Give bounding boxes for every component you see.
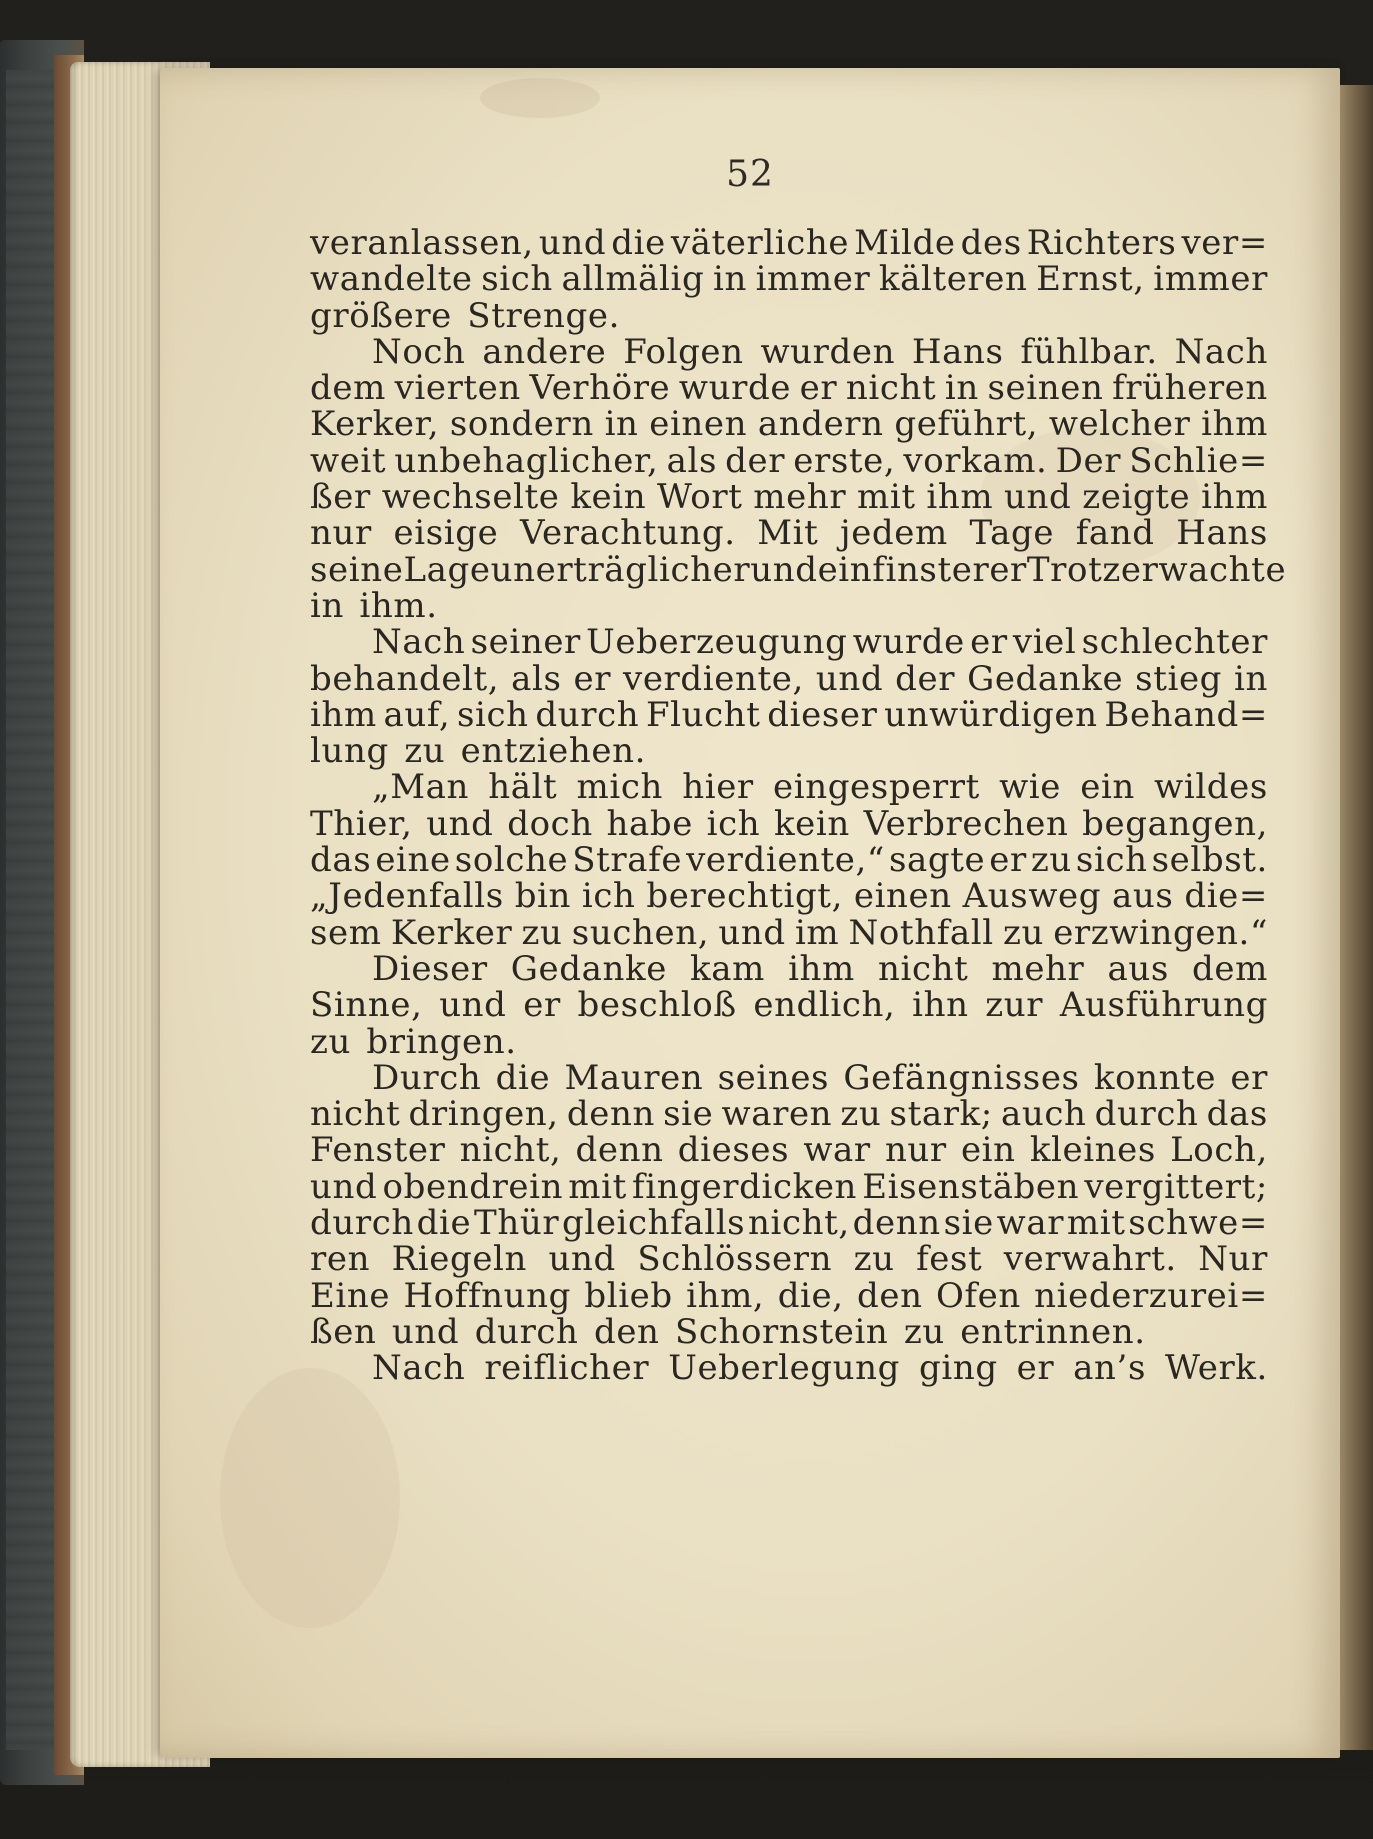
- text-line: ßen und durch den Schornstein zu entrinnen.: [310, 1311, 1146, 1352]
- text-line: ßer wechselte kein Wort mehr mit ihm und zeigte ihm: [310, 477, 1268, 518]
- text-line: nicht dringen, denn sie waren zu stark; auch durch das: [310, 1094, 1268, 1135]
- text-line: Fenster nicht, denn dieses war nur ein kleines Loch,: [310, 1130, 1268, 1171]
- text-line: Nach reiflicher Ueberlegung ging er an’s Werk.: [372, 1348, 1268, 1389]
- text-line: sem Kerker zu suchen, und im Nothfall zu erzwingen.“: [310, 912, 1268, 953]
- text-line: Nach seiner Ueberzeugung wurde er viel schlechter: [372, 622, 1268, 663]
- text-line: dem vierten Verhöre wurde er nicht in seinen früheren: [310, 368, 1268, 409]
- text-line: „Man hält mich hier eingesperrt wie ein wildes: [372, 767, 1268, 808]
- text-line: behandelt, als er verdiente, und der Gedanke stieg in: [310, 658, 1268, 699]
- text-line: seine Lage unerträglicher und ein finsterer Trotz erwachte: [310, 549, 1287, 590]
- text-line: größere Strenge.: [310, 295, 621, 336]
- text-line: durch die Thür gleichfalls nicht, denn sie war mit schwe=: [310, 1203, 1268, 1244]
- text-line: und obendrein mit fingerdicken Eisenstäben vergittert;: [310, 1166, 1268, 1207]
- text-line: zu bringen.: [310, 1021, 517, 1062]
- text-line: Noch andere Folgen wurden Hans fühlbar. Nach: [372, 331, 1268, 372]
- page-number: 52: [726, 154, 774, 195]
- page-body-text: [310, 223, 1287, 1389]
- text-line: Eine Hoffnung blieb ihm, die, den Ofen niederzurei=: [310, 1275, 1268, 1316]
- text-line: nur eisige Verachtung. Mit jedem Tage fand Hans: [310, 513, 1268, 554]
- text-line: wandelte sich allmälig in immer kälteren Ernst, immer: [310, 259, 1268, 300]
- text-line: veranlassen, und die väterliche Milde des Richters ver=: [310, 223, 1268, 263]
- text-line: Dieser Gedanke kam ihm nicht mehr aus dem: [372, 948, 1268, 989]
- text-line: Durch die Mauren seines Gefängnisses konnte er: [372, 1057, 1268, 1098]
- text-line: ihm auf, sich durch Flucht dieser unwürdigen Behand=: [310, 694, 1268, 735]
- text-line: weit unbehaglicher, als der erste, vorkam. Der Schlie=: [310, 440, 1268, 481]
- text-line: Thier, und doch habe ich kein Verbrechen begangen,: [310, 803, 1268, 844]
- cover-texture: [6, 70, 56, 1750]
- text-line: das eine solche Strafe verdiente,“ sagte er zu sich selbst.: [310, 840, 1268, 881]
- text-line: Sinne, und er beschloß endlich, ihn zur Ausführung: [310, 985, 1268, 1026]
- paper-stain: [480, 78, 600, 118]
- text-line: lung zu entziehen.: [310, 731, 646, 772]
- text-line: Kerker, sondern in einen andern geführt, welcher ihm: [310, 404, 1268, 445]
- paper-stain: [220, 1368, 400, 1628]
- text-line: „Jedenfalls bin ich berechtigt, einen Ausweg aus die=: [310, 876, 1268, 917]
- text-line: in ihm.: [310, 585, 438, 626]
- text-line: ren Riegeln und Schlössern zu fest verwahrt. Nur: [310, 1239, 1268, 1280]
